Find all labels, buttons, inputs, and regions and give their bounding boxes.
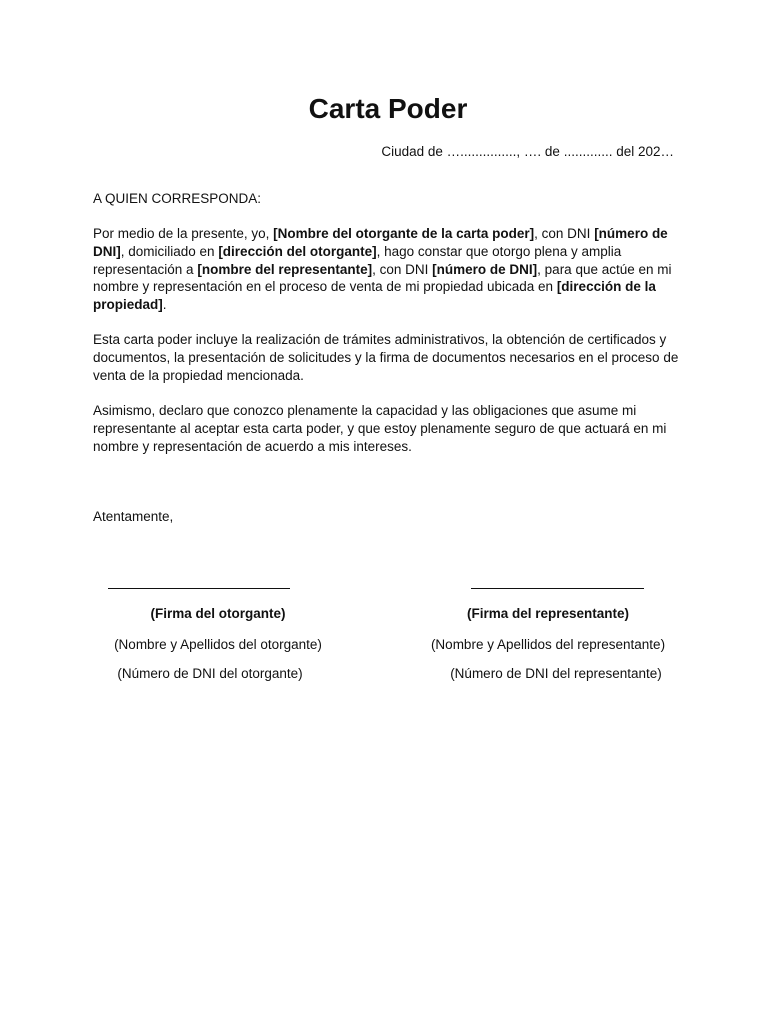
closing: Atentamente, [93, 509, 174, 524]
paragraph-scope-text: Esta carta poder incluye la realización de trámites administrativos, la obtención de certificados y documentos, la presentación de solicitudes y la firma de documentos necesarios en el proceso de venta de la propiedad mencionada. [93, 332, 679, 383]
para1-text-7: . [162, 297, 167, 313]
grantor-name-label: (Nombre y Apellidos del otorgante) [114, 637, 322, 652]
property-address-placeholder: [dirección de la propiedad] [93, 279, 656, 313]
representative-name-label: (Nombre y Apellidos del representante) [430, 637, 666, 652]
representative-dni-placeholder: [número de DNI] [432, 261, 538, 277]
para1-text-1: Por medio de la presente, yo, [93, 226, 274, 241]
representative-name-placeholder: [nombre del representante] [197, 261, 373, 277]
representative-signature-label: (Firma del representante) [466, 606, 630, 621]
grantor-dni-label: (Número de DNI del otorgante) [117, 666, 303, 681]
grantor-address-placeholder: [dirección del otorgante] [218, 243, 377, 259]
para1-text-2: , con DNI [534, 226, 595, 241]
para1-text-3: , domiciliado en [120, 243, 219, 259]
paragraph-declaration [93, 402, 683, 455]
document-title: Carta Poder [308, 93, 468, 124]
representative-dni-label: (Número de DNI del representante) [450, 666, 662, 681]
para1-text-4: , hago constar que otorgo plena y amplia representación a [93, 243, 622, 277]
dateline: Ciudad de …..............., …. de ............. del 202… [381, 144, 674, 159]
paragraph-scope [93, 331, 683, 384]
grantor-signature-line [108, 588, 290, 589]
paragraph-authorization [93, 225, 683, 314]
para1-text-5: , con DNI [372, 261, 433, 277]
grantor-signature-label: (Firma del otorgante) [150, 606, 286, 621]
grantor-name-placeholder: [Nombre del otorgante de la carta poder] [273, 226, 535, 241]
para1-text-6: , para que actúe en mi nombre y representación en el proceso de venta de mi propiedad ubicada en [93, 261, 672, 295]
representative-signature-line [471, 588, 644, 589]
paragraph-declaration-text: Asimismo, declaro que conozco plenamente la capacidad y las obligaciones que asume mi representante al aceptar esta carta poder, y que estoy plenamente seguro de que actuará en mi nombre y representación de acuerdo a mis intereses. [93, 403, 667, 454]
grantor-dni-placeholder: [número de DNI] [93, 226, 668, 259]
salutation: A QUIEN CORRESPONDA: [93, 191, 262, 206]
